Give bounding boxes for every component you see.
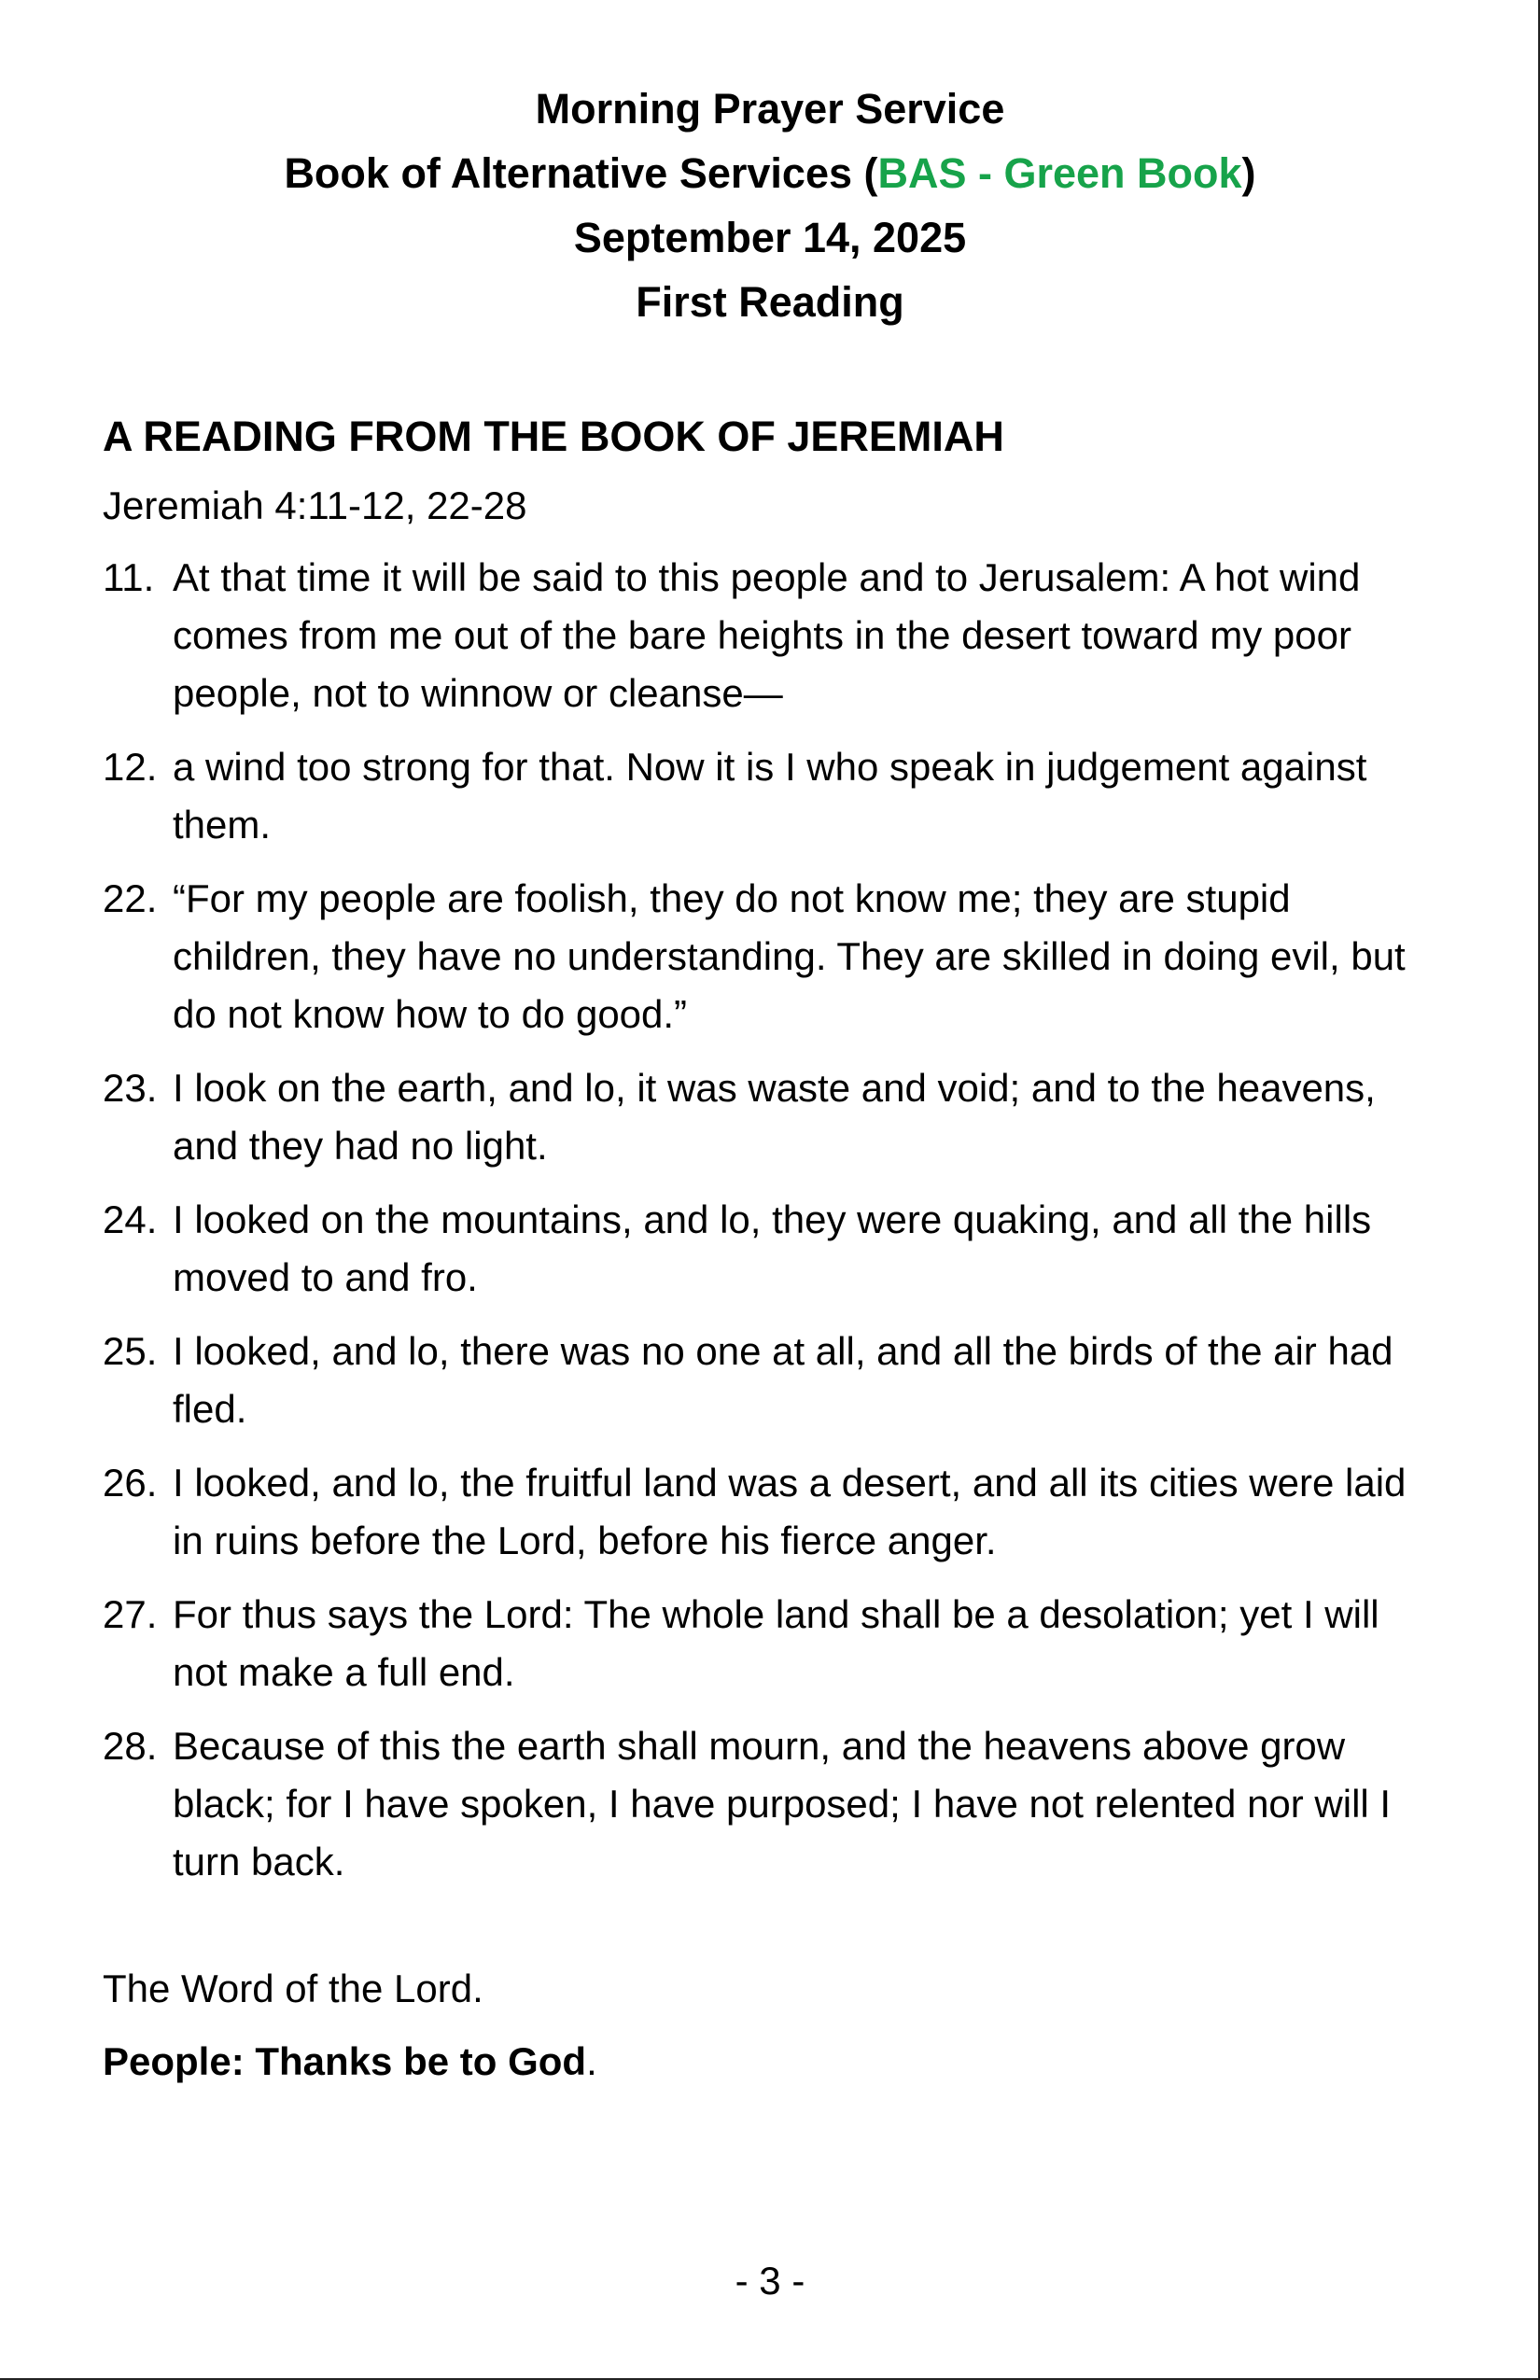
verse-number: 25. [103,1329,158,1373]
reading-title: A READING FROM THE BOOK OF JEREMIAH [103,413,1004,460]
verse-item [103,1059,1409,1175]
verse-number: 23. [103,1066,158,1110]
verse-text: I looked, and lo, there was no one at all, and all the birds of the air had fled. [173,1329,1393,1431]
service-book-highlight: BAS - Green Book [877,149,1242,197]
closing-statement: The Word of the Lord. [103,1967,483,2010]
verse-number: 26. [103,1461,158,1505]
verse-number: 12. [103,745,158,789]
verse-item [103,1191,1409,1307]
verse-text: For thus says the Lord: The whole land shall be a desolation; yet I will not make a full end. [173,1592,1379,1694]
service-header [0,77,1540,334]
verse-item [103,1323,1409,1438]
verse-item [103,1586,1409,1701]
service-book [0,141,1540,205]
verse-text: a wind too strong for that. Now it is I who speak in judgement against them. [173,745,1367,847]
service-book-prefix: Book of Alternative Services ( [284,149,878,197]
verse-number: 22. [103,876,158,920]
service-date: September 14, 2025 [573,214,967,261]
verse-number: 11. [103,555,155,599]
reading-content [103,409,1409,2090]
people-response [103,2034,1409,2090]
scripture-reference: Jeremiah 4:11-12, 22-28 [103,483,527,527]
verse-item [103,1717,1409,1891]
verse-text: I looked on the mountains, and lo, they were quaking, and all the hills moved to and fro. [173,1197,1372,1299]
verse-text: I looked, and lo, the fruitful land was a desert, and all its cities were laid in ruins before the Lord, before his fierce anger. [173,1461,1407,1562]
verse-number: 24. [103,1197,158,1241]
verse-text: I look on the earth, and lo, it was waste and void; and to the heavens, and they had no light. [173,1066,1376,1168]
people-response-punctuation: . [586,2039,597,2083]
page-number: - 3 - [735,2259,805,2303]
verse-number: 28. [103,1724,158,1768]
verse-item [103,549,1409,722]
reading-label: First Reading [636,278,904,326]
verse-text: “For my people are foolish, they do not know me; they are stupid children, they have no understanding. They are skilled in doing evil, but do not know how to do good.” [173,876,1406,1036]
verse-text: At that time it will be said to this people and to Jerusalem: A hot wind comes from me out of the bare heights in the desert toward my poor people, not to winnow or cleanse— [173,555,1361,715]
service-book-suffix: ) [1241,149,1256,197]
verse-item [103,738,1409,854]
verse-item [103,870,1409,1043]
verse-list [103,549,1409,1891]
people-response-text: People: Thanks be to God [103,2039,587,2083]
verse-text: Because of this the earth shall mourn, and the heavens above grow black; for I have spoken, I have purposed; I have not relented nor will I turn back. [173,1724,1392,1883]
service-title: Morning Prayer Service [535,85,1005,133]
verse-item [103,1454,1409,1570]
verse-number: 27. [103,1592,158,1636]
